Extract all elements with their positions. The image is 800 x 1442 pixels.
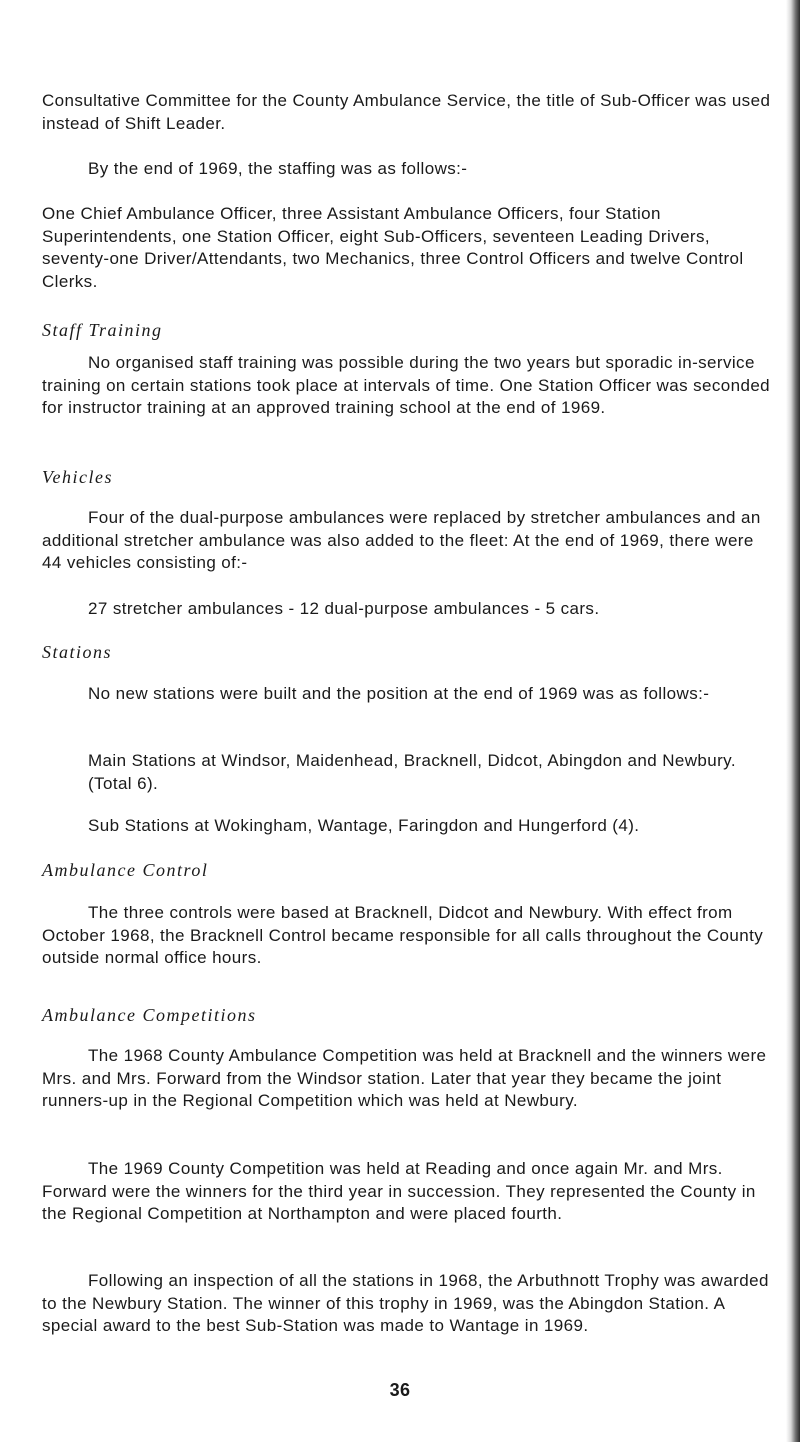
paragraph-vehicle-counts: 27 stretcher ambulances - 12 dual-purpose ambulances - 5 cars. (88, 599, 600, 618)
paragraph-sub-officer-title: Consultative Committee for the County Ambulance Service, the title of Sub-Officer was used instead of Shift Leader. (42, 91, 771, 133)
paragraph-main-stations: Main Stations at Windsor, Maidenhead, Bracknell, Didcot, Abingdon and Newbury. (Total 6). (88, 751, 736, 793)
paragraph-competition-1968: The 1968 County Ambulance Competition was held at Bracknell and the winners were Mrs. and Mrs. Forward from the Windsor station. Later that year they became the joint runners-up in the Regional Competition which was held at Newbury. (42, 1046, 767, 1110)
paragraph-stations: No new stations were built and the position at the end of 1969 was as follows:- (88, 684, 710, 703)
paragraph-staffing-intro: By the end of 1969, the staffing was as follows:- (88, 159, 468, 178)
paragraph-ambulance-control: The three controls were based at Bracknell, Didcot and Newbury. With effect from October 1968, the Bracknell Control became responsible for all calls throughout the County outside normal office hours. (42, 903, 764, 967)
scan-edge-shadow (786, 0, 800, 1442)
heading-ambulance-control: Ambulance Control (42, 860, 209, 880)
heading-ambulance-competitions: Ambulance Competitions (42, 1005, 257, 1025)
heading-vehicles: Vehicles (42, 467, 113, 487)
paragraph-staff-training: No organised staff training was possible during the two years but sporadic in-service training on certain stations took place at intervals of time. One Station Officer was seconded for instructor training at an approved training school at the end of 1969. (42, 353, 771, 417)
page-number: 36 (389, 1380, 411, 1400)
paragraph-arbuthnott-trophy: Following an inspection of all the stations in 1968, the Arbuthnott Trophy was awarded to the Newbury Station. The winner of this trophy in 1969, was the Abingdon Station. A special award to the best Sub-Station was made to Wantage in 1969. (42, 1271, 769, 1335)
heading-stations: Stations (42, 642, 113, 662)
paragraph-competition-1969: The 1969 County Competition was held at Reading and once again Mr. and Mrs. Forward were the winners for the third year in succession. They represented the County in the Regional Competition at Northampton and were placed fourth. (42, 1159, 756, 1223)
paragraph-sub-stations: Sub Stations at Wokingham, Wantage, Faringdon and Hungerford (4). (88, 816, 640, 835)
paragraph-vehicles: Four of the dual-purpose ambulances were replaced by stretcher ambulances and an additional stretcher ambulance was also added to the fleet: At the end of 1969, there were 44 vehicles consisting of:- (42, 508, 761, 572)
heading-staff-training: Staff Training (42, 320, 163, 340)
paragraph-staffing-list: One Chief Ambulance Officer, three Assistant Ambulance Officers, four Station Superintendents, one Station Officer, eight Sub-Officers, seventeen Leading Drivers, seventy-one Driver/Attendants, two Mechanics, three Control Officers and twelve Control Clerks. (42, 204, 744, 291)
